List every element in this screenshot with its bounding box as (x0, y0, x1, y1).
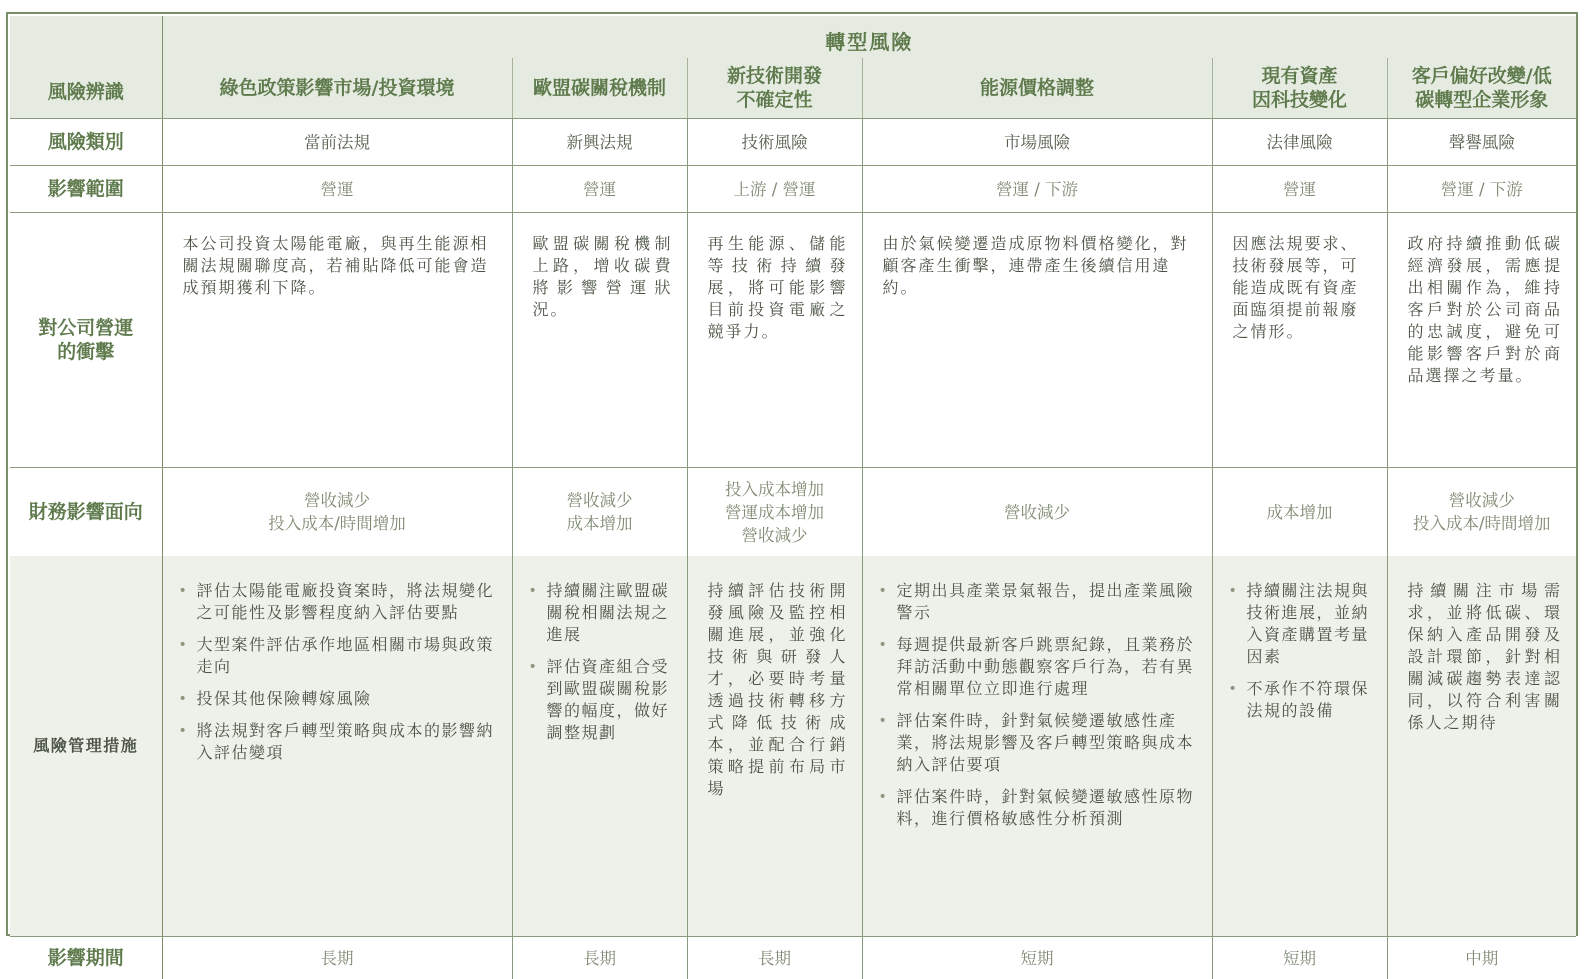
period-cell: 長期 (687, 937, 862, 979)
management-cell: 持續關注市場需求，並將低碳、環保納入產品開發及設計環節，針對相關減碳趨勢表達認同，以符合利害關係人之期待 (1387, 556, 1576, 937)
scope-cell: 營運 (1212, 166, 1387, 213)
financial-cell: 投入成本增加 營運成本增加 營收減少 (687, 468, 862, 557)
risk-type-cell: 新興法規 (512, 119, 687, 166)
list-item: • 評估太陽能電廠投資案時，將法規變化之可能性及影響程度納入評估要點 (197, 580, 498, 624)
period-cell: 中期 (1387, 937, 1576, 979)
risk-table-frame (6, 12, 1578, 936)
row-label-financial: 財務影響面向 (10, 468, 162, 557)
column-header: 現有資產 因科技變化 (1212, 58, 1387, 119)
management-list (1227, 580, 1373, 722)
management-list (877, 580, 1198, 830)
risk-type-cell: 法律風險 (1212, 119, 1387, 166)
list-item: • 評估案件時，針對氣候變遷敏感性原物料，進行價格敏感性分析預測 (897, 786, 1198, 830)
impact-cell: 再生能源、儲能等技術持續發展，將可能影響目前投資電廠之競爭力。 (687, 213, 862, 468)
impact-cell: 政府持續推動低碳經濟發展，需應提出相關作為，維持客戶對於公司商品的忠誠度，避免可能影響客戶對於商品選擇之考量。 (1387, 213, 1576, 468)
list-item: • 每週提供最新客戶跳票紀錄，且業務於拜訪活動中動態觀察客戶行為，若有異常相關單位立即進行處理 (897, 634, 1198, 700)
financial-cell: 營收減少 成本增加 (512, 468, 687, 557)
impact-cell: 因應法規要求、技術發展等，可能造成既有資產面臨須提前報廢之情形。 (1212, 213, 1387, 468)
column-header: 綠色政策影響市場/投資環境 (162, 58, 512, 119)
period-cell: 短期 (862, 937, 1212, 979)
list-item: • 將法規對客戶轉型策略與成本的影響納入評估變項 (197, 720, 498, 764)
risk-type-cell: 當前法規 (162, 119, 512, 166)
financial-cell: 成本增加 (1212, 468, 1387, 557)
management-list (177, 580, 498, 764)
list-item: • 定期出具產業景氣報告，提出產業風險警示 (897, 580, 1198, 624)
list-item: • 大型案件評估承作地區相關市場與政策走向 (197, 634, 498, 678)
period-cell: 短期 (1212, 937, 1387, 979)
financial-cell: 營收減少 投入成本/時間增加 (162, 468, 512, 557)
risk-type-cell: 技術風險 (687, 119, 862, 166)
list-item: • 持續關注歐盟碳關稅相關法規之進展 (547, 580, 673, 646)
scope-cell: 營運 / 下游 (862, 166, 1212, 213)
row-label-impact: 對公司營運 的衝擊 (10, 213, 162, 468)
management-cell (1212, 556, 1387, 937)
list-item: • 評估案件時，針對氣候變遷敏感性產業，將法規影響及客戶轉型策略與成本納入評估要項 (897, 710, 1198, 776)
list-item: • 不承作不符環保法規的設備 (1247, 678, 1373, 722)
row-label-period: 影響期間 (10, 937, 162, 979)
row-label-management: 風險管理措施 (10, 556, 162, 937)
list-item: • 評估資產組合受到歐盟碳關稅影響的幅度，做好調整規劃 (547, 656, 673, 744)
column-header: 客戶偏好改變/低 碳轉型企業形象 (1387, 58, 1576, 119)
management-cell (162, 556, 512, 937)
column-header: 新技術開發 不確定性 (687, 58, 862, 119)
financial-cell: 營收減少 (862, 468, 1212, 557)
scope-cell: 營運 / 下游 (1387, 166, 1576, 213)
financial-cell: 營收減少 投入成本/時間增加 (1387, 468, 1576, 557)
column-header: 歐盟碳關稅機制 (512, 58, 687, 119)
management-cell: 持續評估技術開發風險及監控相關進展，並強化技術與研發人才，必要時考量透過技術轉移方式降低技術成本，並配合行銷策略提前布局市場 (687, 556, 862, 937)
list-item: • 投保其他保險轉嫁風險 (197, 688, 498, 710)
scope-cell: 上游 / 營運 (687, 166, 862, 213)
list-item: • 持續關注法規與技術進展，並納入資產購置考量因素 (1247, 580, 1373, 668)
risk-type-cell: 市場風險 (862, 119, 1212, 166)
transition-risk-table (10, 16, 1576, 979)
column-header: 能源價格調整 (862, 58, 1212, 119)
table-title: 轉型風險 (162, 16, 1576, 58)
risk-type-cell: 聲譽風險 (1387, 119, 1576, 166)
management-cell (862, 556, 1212, 937)
row-label-scope: 影響範圍 (10, 166, 162, 213)
management-cell (512, 556, 687, 937)
impact-cell: 歐盟碳關稅機制上路，增收碳費將影響營運狀況。 (512, 213, 687, 468)
impact-cell: 本公司投資太陽能電廠，與再生能源相關法規關聯度高，若補貼降低可能會造成預期獲利下降。 (162, 213, 512, 468)
management-list (527, 580, 673, 744)
period-cell: 長期 (162, 937, 512, 979)
period-cell: 長期 (512, 937, 687, 979)
scope-cell: 營運 (162, 166, 512, 213)
scope-cell: 營運 (512, 166, 687, 213)
row-label-risk-type: 風險類別 (10, 119, 162, 166)
impact-cell: 由於氣候變遷造成原物料價格變化，對顧客產生衝擊，連帶產生後續信用違約。 (862, 213, 1212, 468)
risk-identification-header: 風險辨識 (10, 16, 162, 119)
